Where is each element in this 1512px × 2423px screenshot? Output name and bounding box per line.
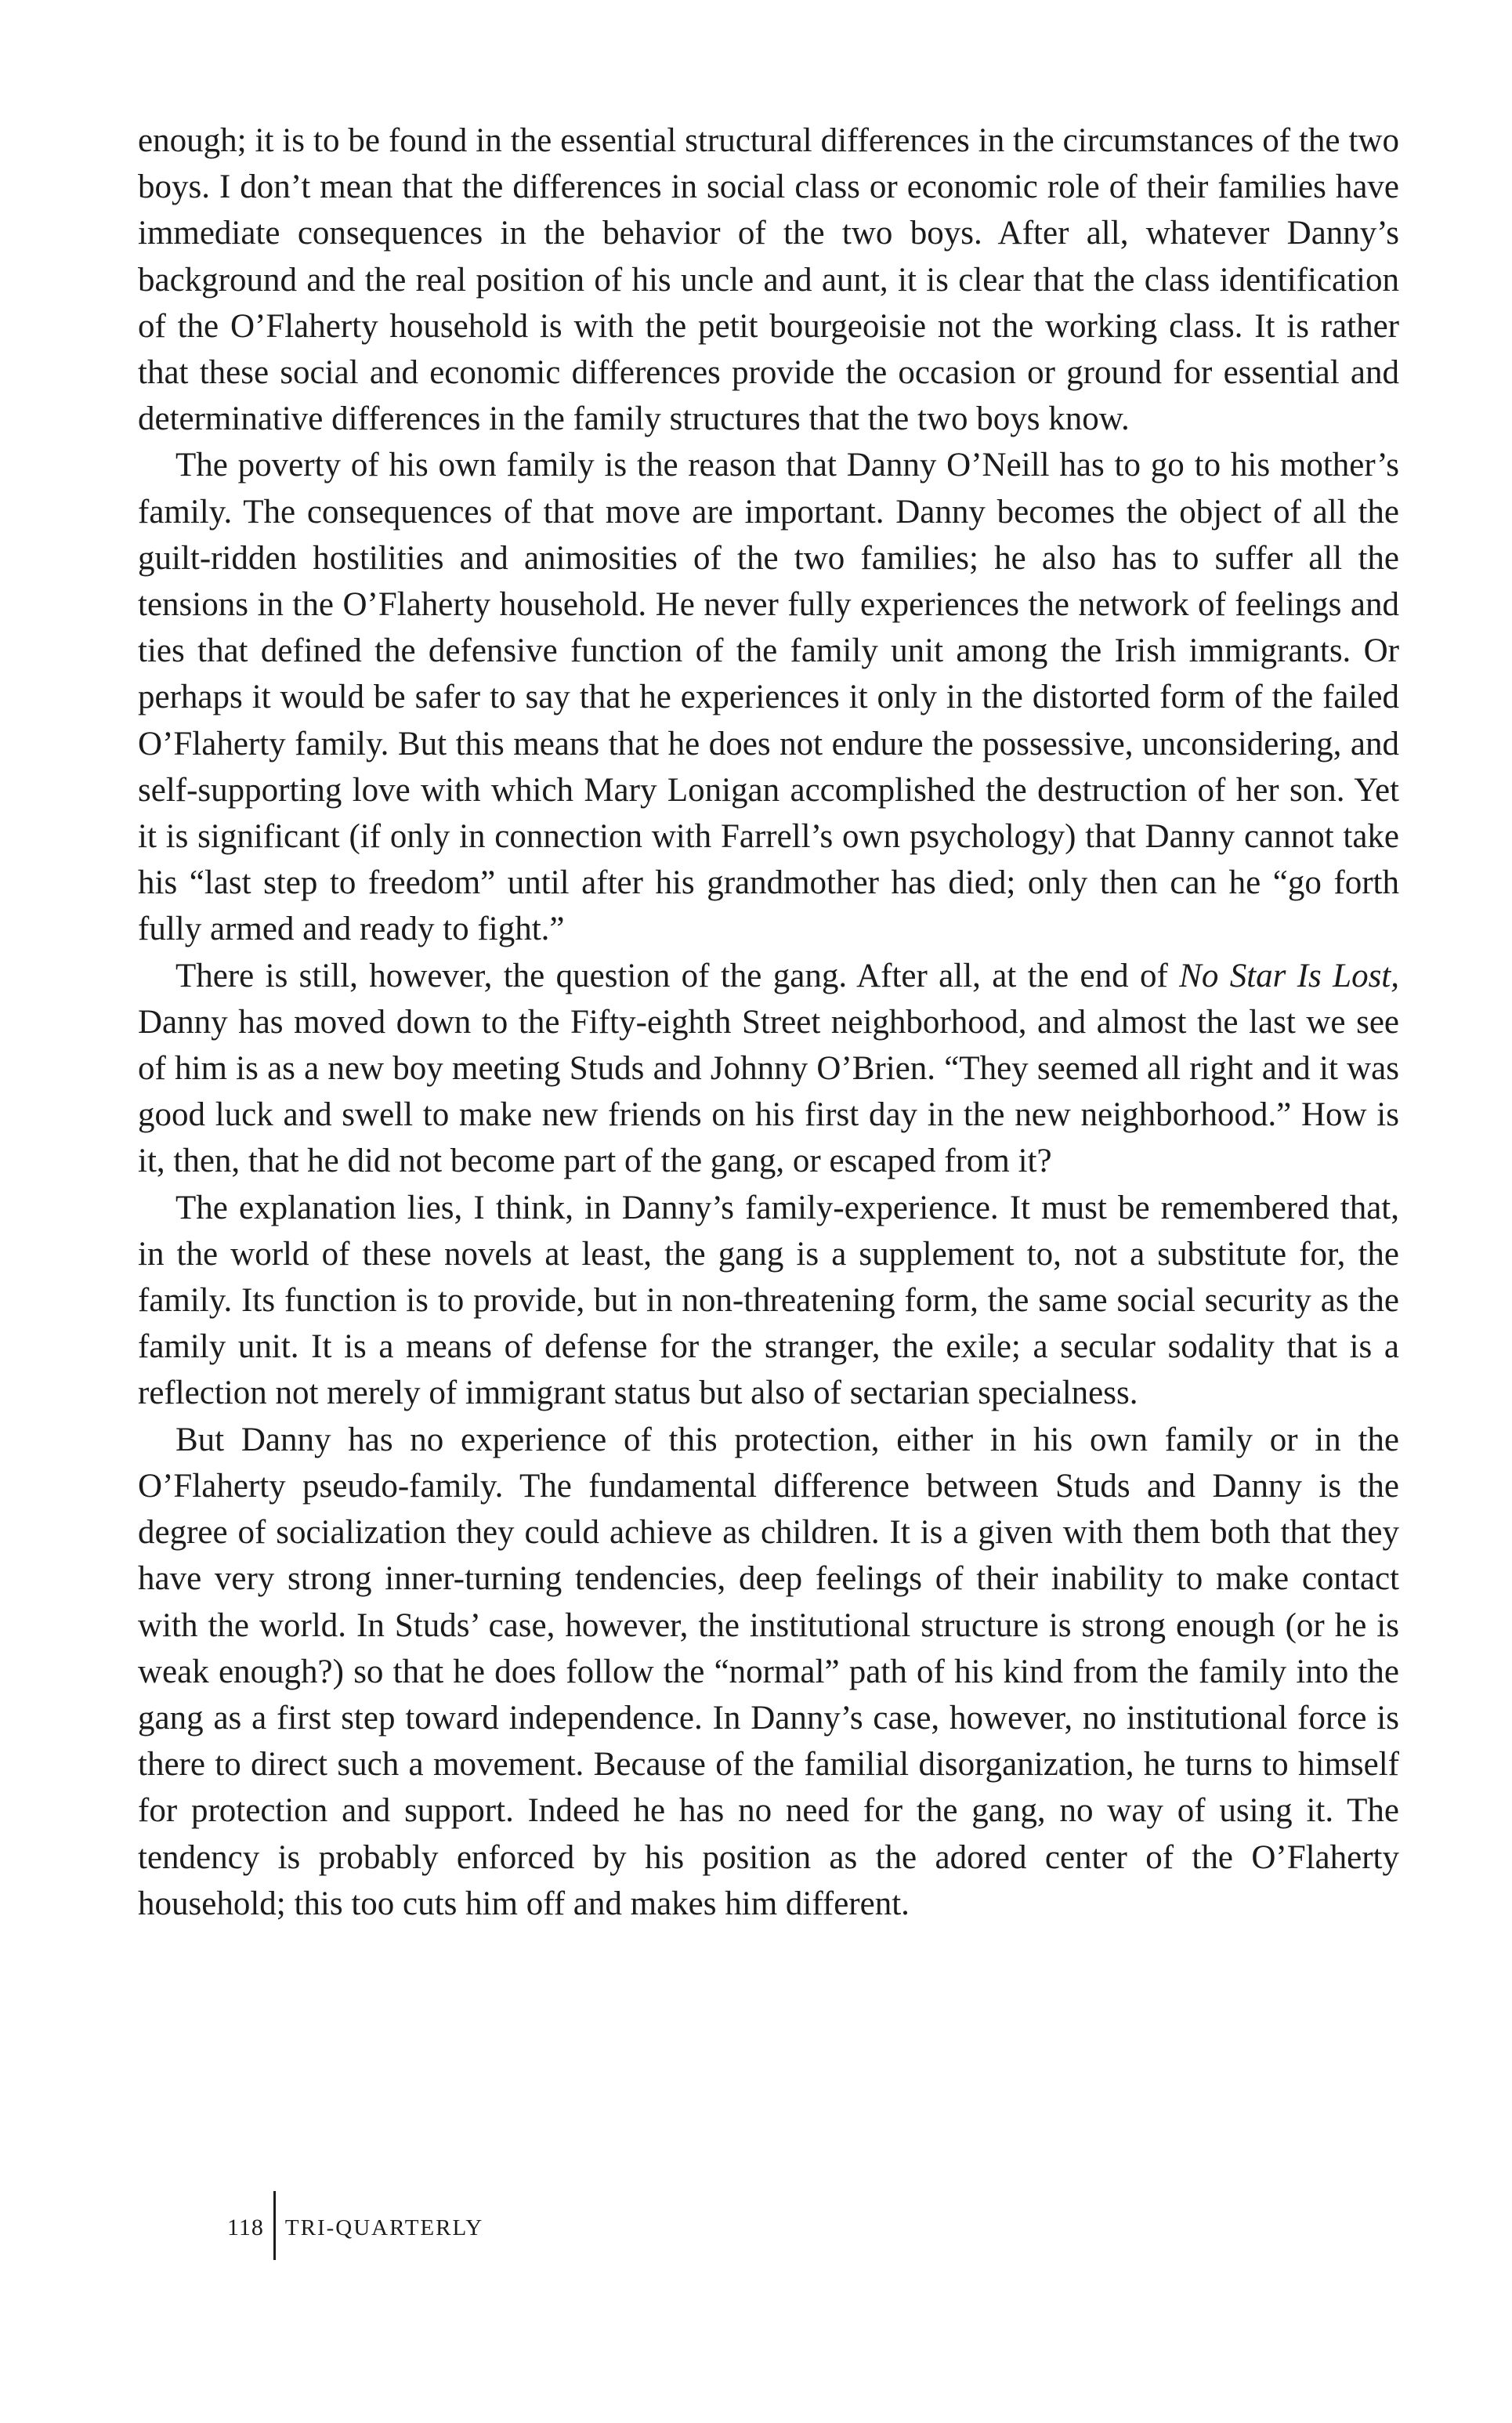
paragraph (138, 953, 1399, 1185)
paragraph-text: There is still, however, the question of the gang. After all, at the end of (175, 957, 1180, 994)
book-title: No Star Is Lost, (1179, 957, 1399, 994)
journal-name: TRI-QUARTERLY (284, 2215, 484, 2240)
page-footer (227, 2191, 483, 2262)
page-number: 118 (227, 2215, 264, 2240)
paragraph: enough; it is to be found in the essential structural differences in the circumstances of the two boys. I don’t mean that the differences in social class or economic role of their families have immediate consequences in the behavior of the two boys. After all, whatever Danny’s background and the real position of his uncle and aunt, it is clear that the class identification of the O’Flaherty household is with the petit bourgeoisie not the working class. It is rather that these social and economic differences provide the occasion or ground for essential and determinative differences in the family structures that the two boys know. (138, 122, 1399, 438)
paragraph-text: Danny has moved down to the Fifty-eighth Street neighborhood, and almost the last we see of him is as a new boy meeting Studs and Johnny O’Brien. “They seemed all right and it was good luck and swell to make new friends on his first day in the new neighborhood.” How is it, then, that he did not become part of the gang, or escaped from it? (138, 1003, 1399, 1180)
paragraph: But Danny has no experience of this protection, either in his own family or in the O’Flaherty pseudo-family. The fundamental difference between Studs and Danny is the degree of socialization they could achieve as children. It is a given with them both that they have very strong inner-turning tendencies, deep feelings of their inability to make contact with the world. In Studs’ case, however, the institutional structure is strong enough (or he is weak enough?) so that he does follow the “normal” path of his kind from the family into the gang as a first step toward independence. In Danny’s case, however, no institutional force is there to direct such a movement. Because of the familial disorganization, he turns to himself for protection and support. Indeed he has no need for the gang, no way of using it. The tendency is probably enforced by his position as the adored center of the O’Flaherty household; this too cuts him off and makes him different. (138, 1421, 1399, 1922)
paragraph: The explanation lies, I think, in Danny’s family-experience. It must be remembered that, in the world of these novels at least, the gang is a supplement to, not a substitute for, the family. Its function is to provide, but in non-threatening form, the same social security as the family unit. It is a means of defense for the stranger, the exile; a secular sodality that is a reflection not merely of immigrant status but also of sectarian specialness. (138, 1189, 1399, 1412)
paragraph: The poverty of his own family is the reason that Danny O’Neill has to go to his mother’s family. The consequences of that move are important. Danny becomes the object of all the guilt-ridden hostilities and animosities of the two families; he also has to suffer all the tensions in the O’Flaherty household. He never fully experiences the network of feelings and ties that defined the defensive function of the family unit among the Irish immigrants. Or perhaps it would be safer to say that he experiences it only in the distorted form of the failed O’Flaherty family. But this means that he does not endure the possessive, unconsidering, and self-supporting love with which Mary Lonigan accomplished the destruction of her son. Yet it is significant (if only in connection with Farrell’s own psychology) that Danny cannot take his “last step to freedom” until after his grandmother has died; only then can he “go forth fully armed and ready to fight.” (138, 447, 1399, 948)
page-body (138, 118, 1399, 1927)
